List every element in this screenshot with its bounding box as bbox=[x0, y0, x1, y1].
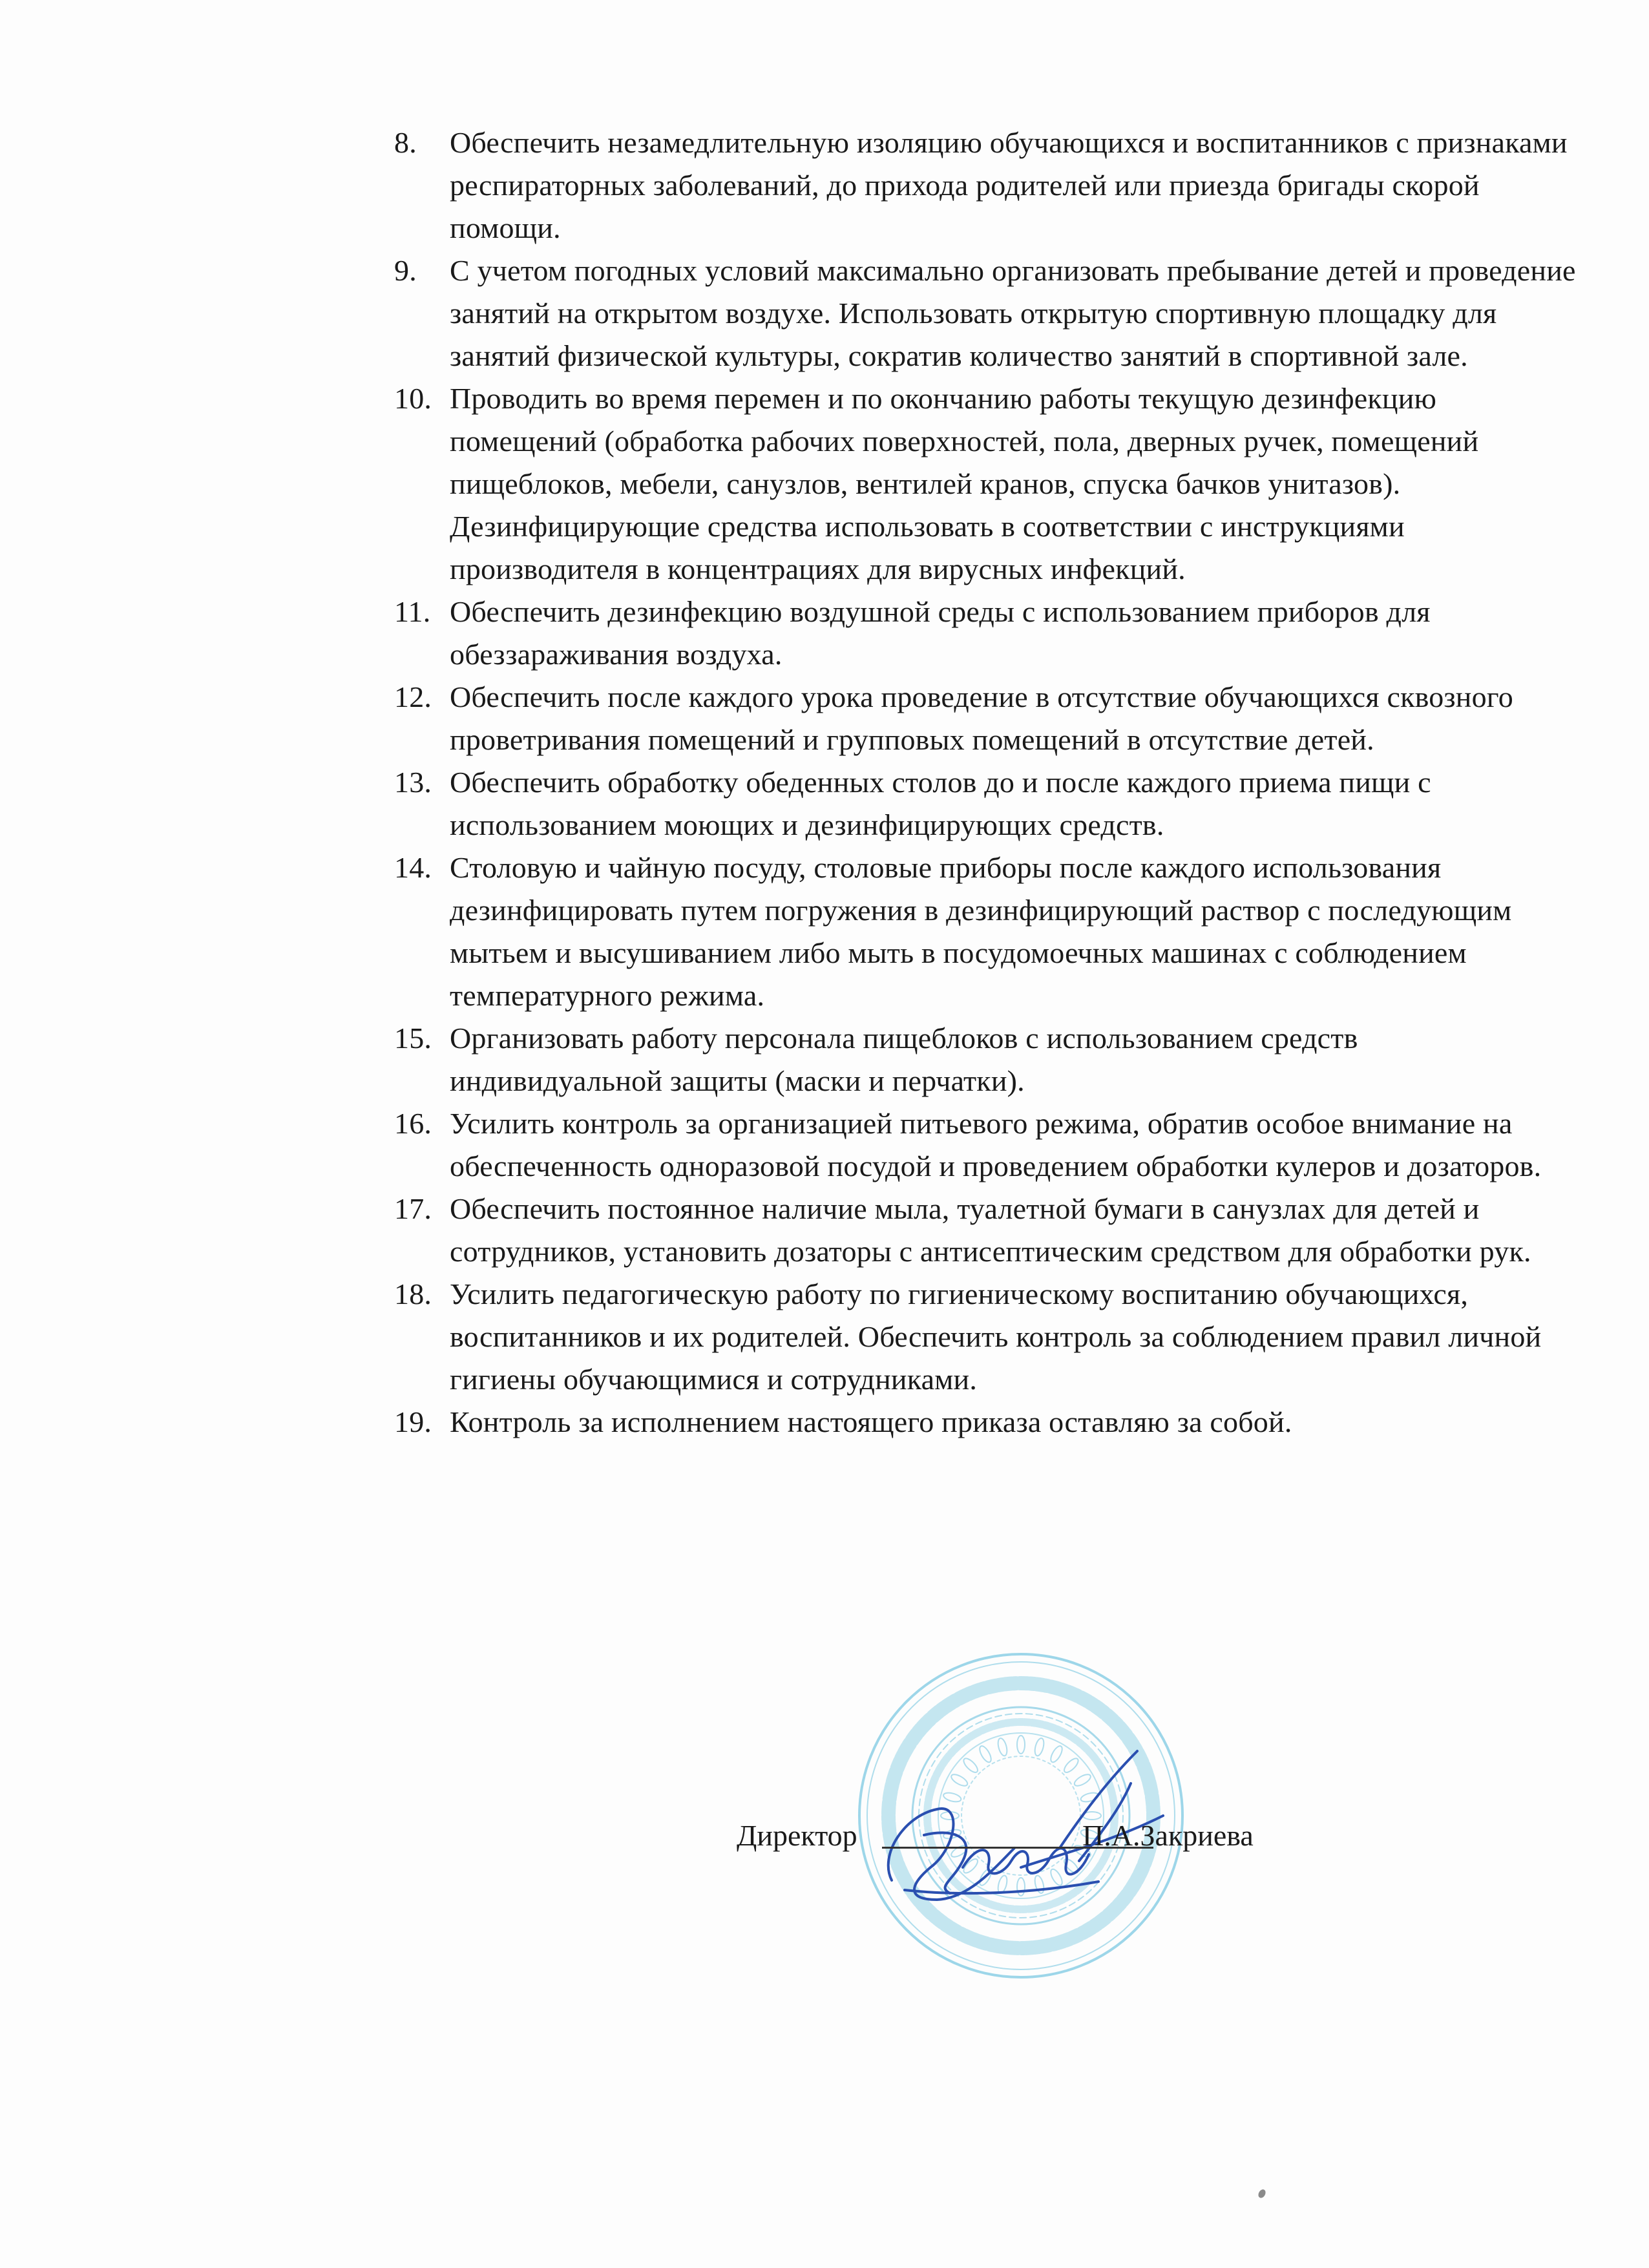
item-number: 11. bbox=[394, 595, 431, 628]
item-number: 9. bbox=[394, 254, 417, 287]
list-item bbox=[394, 846, 1577, 1017]
list-item bbox=[394, 121, 1577, 249]
item-text: Обеспечить дезинфекцию воздушной среды с использованием приборов для обеззараживания воздуха. bbox=[450, 595, 1431, 671]
list-item bbox=[394, 1401, 1577, 1444]
list-item bbox=[394, 1188, 1577, 1273]
item-text: Проводить во время перемен и по окончанию работы текущую дезинфекцию помещений (обработка рабочих поверхностей, пола, дверных ручек, помещений пищеблоков, мебели, санузлов, вентилей кранов, спуска бачков унитазов). Дезинфицирующие средства использовать в соответствии с инструкциями производителя в концентрациях для вирусных инфекций. bbox=[450, 382, 1479, 585]
list-item bbox=[394, 1017, 1577, 1102]
director-name: П.А.Закриева bbox=[1082, 1819, 1254, 1852]
item-text: Обеспечить после каждого урока проведение в отсутствие обучающихся сквозного проветривания помещений и групповых помещений в отсутствие детей. bbox=[450, 680, 1513, 756]
scan-speck bbox=[1257, 2188, 1267, 2199]
director-title: Директор bbox=[737, 1819, 857, 1852]
order-list bbox=[394, 121, 1577, 1444]
list-item bbox=[394, 249, 1577, 377]
list-item bbox=[394, 1273, 1577, 1401]
item-number: 10. bbox=[394, 382, 432, 415]
item-number: 14. bbox=[394, 851, 432, 884]
list-item bbox=[394, 377, 1577, 591]
item-number: 19. bbox=[394, 1405, 432, 1438]
signature-block bbox=[737, 1648, 1383, 2010]
list-item bbox=[394, 676, 1577, 761]
item-number: 12. bbox=[394, 680, 432, 713]
item-number: 18. bbox=[394, 1277, 432, 1310]
item-text: С учетом погодных условий максимально организовать пребывание детей и проведение занятий на открытом воздухе. Использовать открытую спортивную площадку для занятий физической культуры, сократив количество занятий в спортивной зале. bbox=[450, 254, 1576, 372]
item-text: Усилить контроль за организацией питьевого режима, обратив особое внимание на обеспеченность одноразовой посудой и проведением обработки кулеров и дозаторов. bbox=[450, 1107, 1542, 1182]
list-item bbox=[394, 591, 1577, 676]
item-text: Обеспечить незамедлительную изоляцию обучающихся и воспитанников с признаками респираторных заболеваний, до прихода родителей или приезда бригады скорой помощи. bbox=[450, 126, 1568, 244]
item-number: 16. bbox=[394, 1107, 432, 1140]
item-text: Организовать работу персонала пищеблоков с использованием средств индивидуальной защиты (маски и перчатки). bbox=[450, 1022, 1358, 1097]
item-text: Столовую и чайную посуду, столовые приборы после каждого использования дезинфицировать путем погружения в дезинфицирующий раствор с последующим мытьем и высушиванием либо мыть в посудомоечных машинах с соблюдением температурного режима. bbox=[450, 851, 1512, 1012]
item-text: Контроль за исполнением настоящего приказа оставляю за собой. bbox=[450, 1405, 1292, 1438]
item-text: Обеспечить обработку обеденных столов до и после каждого приема пищи с использованием моющих и дезинфицирующих средств. bbox=[450, 766, 1431, 841]
item-number: 17. bbox=[394, 1192, 432, 1225]
list-item bbox=[394, 761, 1577, 846]
item-number: 8. bbox=[394, 126, 417, 159]
item-number: 15. bbox=[394, 1022, 432, 1055]
item-number: 13. bbox=[394, 766, 432, 799]
item-text: Усилить педагогическую работу по гигиеническому воспитанию обучающихся, воспитанников и их родителей. Обеспечить контроль за соблюдением правил личной гигиены обучающимися и сотрудниками. bbox=[450, 1277, 1542, 1396]
item-text: Обеспечить постоянное наличие мыла, туалетной бумаги в санузлах для детей и сотрудников, установить дозаторы с антисептическим средством для обработки рук. bbox=[450, 1192, 1531, 1268]
list-item bbox=[394, 1102, 1577, 1188]
